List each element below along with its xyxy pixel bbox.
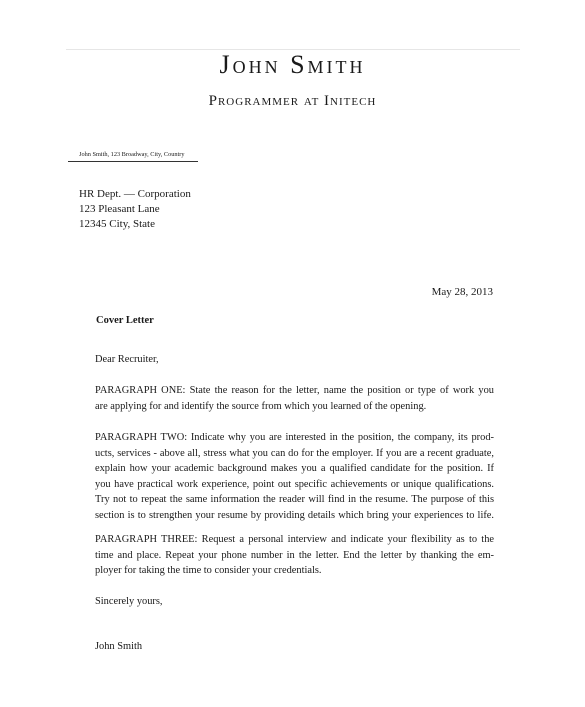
paragraph-line: you have practical work experience, point out specific achievements or unique qualifications. [95, 478, 494, 490]
paragraph-two [95, 430, 494, 524]
header-title: Programmer at Initech [208, 93, 377, 109]
recipient-line: 12345 City, State [79, 218, 155, 230]
paragraph-line: time and place. Repeat your phone number in the letter. End the letter by thanking the em- [95, 549, 494, 561]
signature-name: John Smith [95, 641, 143, 652]
recipient-line: 123 Pleasant Lane [79, 203, 160, 215]
recipient-line: HR Dept. — Corporation [79, 188, 191, 200]
salutation: Dear Recruiter, [95, 354, 159, 365]
paragraph-line: PARAGRAPH TWO: Indicate why you are interested in the position, the company, its prod- [95, 432, 494, 443]
paragraph-one [95, 383, 494, 414]
paragraph-line: PARAGRAPH THREE: Request a personal interview and indicate your flexibility as to the [95, 534, 494, 545]
paragraph-line: ployer for taking the time to consider your credentials. [95, 565, 322, 577]
sender-address: John Smith, 123 Broadway, City, Country [79, 151, 185, 158]
paragraph-line: explain how your academic background makes you a qualified candidate for the position. If [95, 463, 494, 475]
paragraph-line: ucts, services - above all, stress what you can do for the employer. If you are a recent graduate, [95, 447, 494, 459]
letter-date: May 28, 2013 [431, 286, 493, 298]
letter-subject: Cover Letter [96, 315, 154, 326]
recipient-address [79, 187, 191, 232]
paragraph-line: section is to strengthen your resume by providing details which bring your experiences to life. [95, 509, 494, 521]
header-name: John Smith [219, 50, 366, 79]
paragraph-line: Try not to repeat the same information the reader will find in the resume. The purpose of this [95, 494, 494, 506]
paragraph-line: are applying for and identify the source from which you learned of the opening. [95, 400, 427, 412]
sender-rule [68, 161, 198, 162]
closing: Sincerely yours, [95, 596, 163, 607]
paragraph-line: PARAGRAPH ONE: State the reason for the letter, name the position or type of work you [95, 385, 494, 396]
paragraph-three [95, 532, 494, 579]
